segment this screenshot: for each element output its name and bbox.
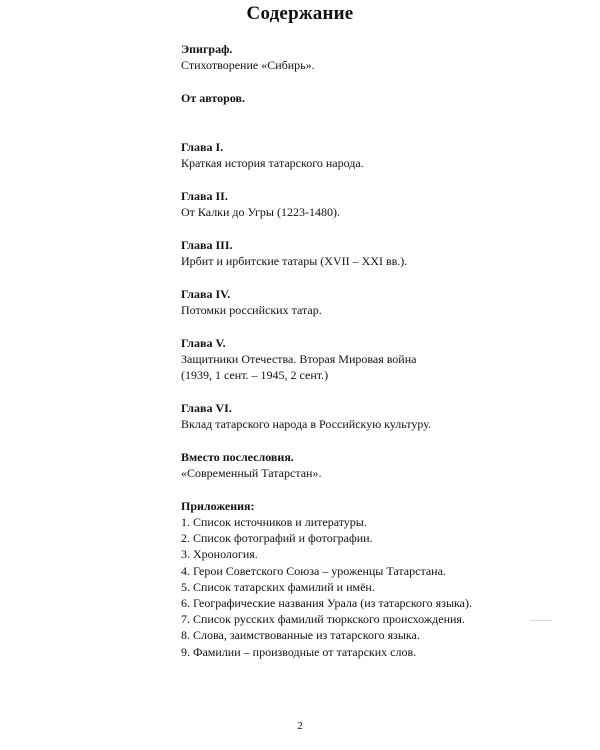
- appendix-item: 9. Фамилии – производные от татарских слов.: [181, 644, 417, 659]
- appendix-item: 5. Список татарских фамилий и имён.: [181, 579, 375, 594]
- section-heading: Глава II.: [181, 189, 228, 203]
- appendix-item: 1. Список источников и литературы.: [181, 515, 367, 529]
- appendix-item: 6. Географические названия Урала (из татарского языка).: [181, 596, 472, 611]
- section-text: (1939, 1 сент. – 1945, 2 сент.): [181, 368, 329, 382]
- section-heading: От авторов.: [181, 91, 246, 105]
- section-heading: Глава I.: [181, 140, 224, 154]
- section-heading: Глава VI.: [181, 401, 232, 415]
- page-number: 2: [297, 720, 303, 732]
- section-heading: Глава IV.: [181, 287, 231, 301]
- section-text: От Калки до Угры (1223-1480).: [181, 205, 340, 219]
- toc-section-afterword: [181, 450, 581, 481]
- section-heading: Эпиграф.: [181, 42, 233, 56]
- section-heading: Глава V.: [181, 336, 226, 350]
- section-text: Вклад татарского народа в Российскую культуру.: [181, 417, 432, 431]
- appendix-item: 3. Хронология.: [181, 547, 258, 562]
- toc-section-chapter-2: [181, 189, 581, 220]
- section-text: Защитники Отечества. Вторая Мировая война: [181, 352, 417, 366]
- section-text: Ирбит и ирбитские татары (XVII – XXI вв.).: [181, 254, 408, 268]
- section-heading: Приложения:: [181, 499, 255, 513]
- toc-section-epigraph: [181, 42, 581, 73]
- section-text: Краткая история татарского народа.: [181, 156, 364, 170]
- appendix-item: 8. Слова, заимствованные из татарского языка.: [181, 628, 420, 643]
- toc-section-chapter-6: [181, 401, 581, 432]
- section-text: Потомки российских татар.: [181, 303, 322, 317]
- toc-section-appendices: [181, 499, 581, 660]
- toc-section-chapter-3: [181, 238, 581, 269]
- toc-section-chapter-4: [181, 287, 581, 318]
- toc-section-chapter-5: [181, 336, 581, 383]
- toc-section-chapter-1: [181, 140, 581, 171]
- section-heading: Вместо послесловия.: [181, 450, 294, 464]
- appendix-item: 2. Список фотографий и фотографии.: [181, 531, 373, 546]
- appendix-item: 7. Список русских фамилий тюркского происхождения.: [181, 612, 465, 627]
- section-text: «Современный Татарстан».: [181, 466, 322, 480]
- table-of-contents: [181, 42, 581, 660]
- page-title: Содержание: [246, 3, 354, 24]
- scan-artifact-line: [530, 620, 552, 621]
- appendix-item: 4. Герои Советского Союза – уроженцы Татарстана.: [181, 563, 446, 578]
- toc-section-from-authors: [181, 91, 581, 106]
- section-text: Стихотворение «Сибирь».: [181, 58, 315, 72]
- section-heading: Глава III.: [181, 238, 233, 252]
